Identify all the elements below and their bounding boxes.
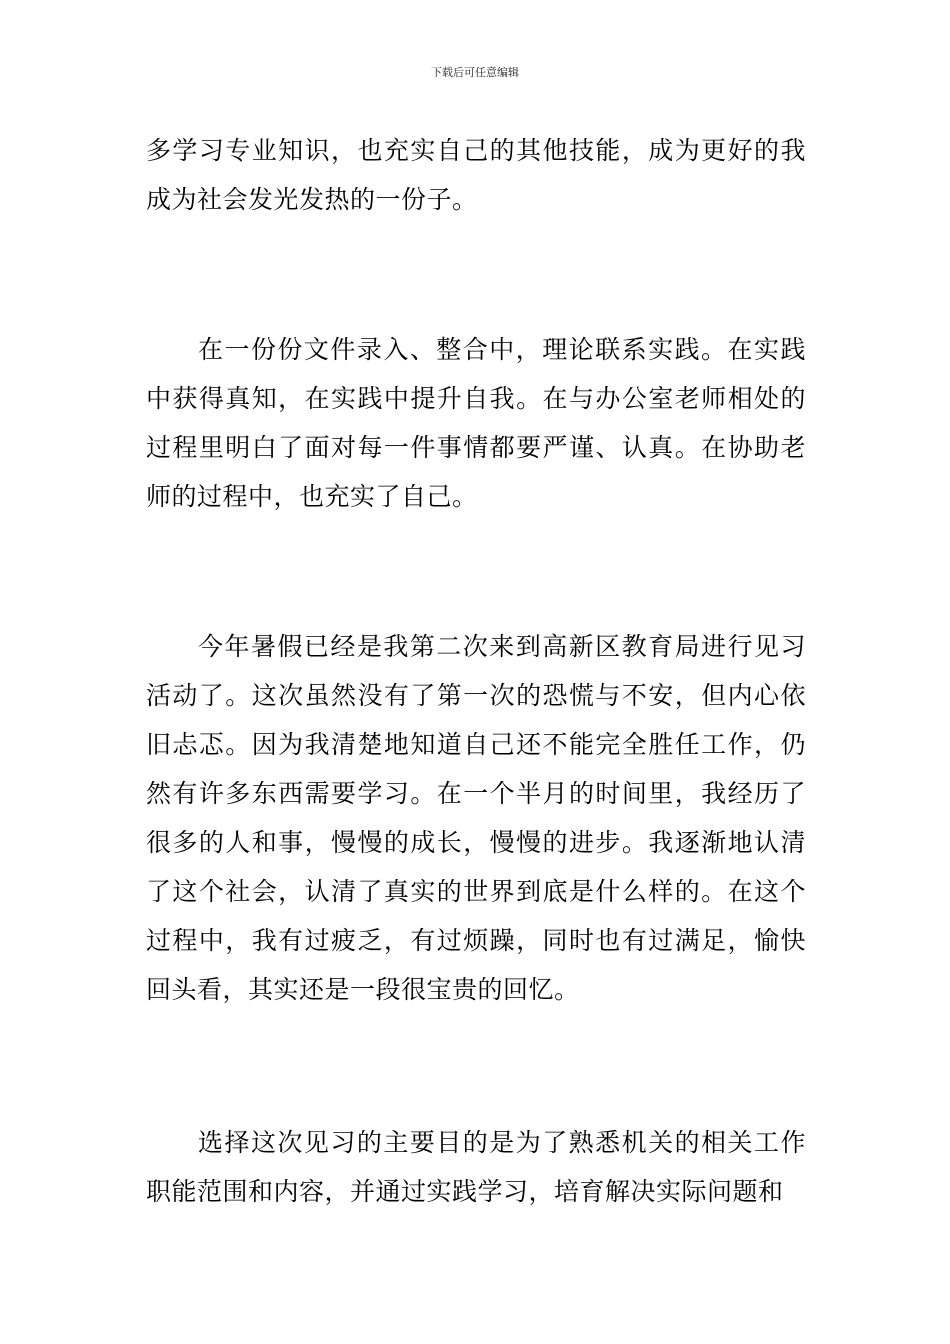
- body-paragraph-1: 多学习专业知识，也充实自己的其他技能，成为更好的我成为社会发光发热的一份子。: [146, 136, 806, 214]
- body-paragraph-2: 在一份份文件录入、整合中，理论联系实践。在实践中获得真知，在实践中提升自我。在与办公室老师相处的过程里明白了面对每一件事情都要严谨、认真。在协助老师的过程中，也充实了自己。: [146, 335, 806, 511]
- body-paragraph-4: 选择这次见习的主要目的是为了熟悉机关的相关工作职能范围和内容，并通过实践学习，培育解决实际问题和: [146, 1128, 806, 1206]
- body-paragraph-3: 今年暑假已经是我第二次来到高新区教育局进行见习活动了。这次虽然没有了第一次的恐慌与不安，但内心依旧忐忑。因为我清楚地知道自己还不能完全胜任工作，仍然有许多东西需要学习。在一个半月的时间里，我经历了很多的人和事，慢慢的成长，慢慢的进步。我逐渐地认清了这个社会，认清了真实的世界到底是什么样的。在这个过程中，我有过疲乏，有过烦躁，同时也有过满足，愉快回头看，其实还是一段很宝贵的回忆。: [146, 632, 806, 1004]
- page-header: 下载后可任意编辑: [431, 66, 519, 79]
